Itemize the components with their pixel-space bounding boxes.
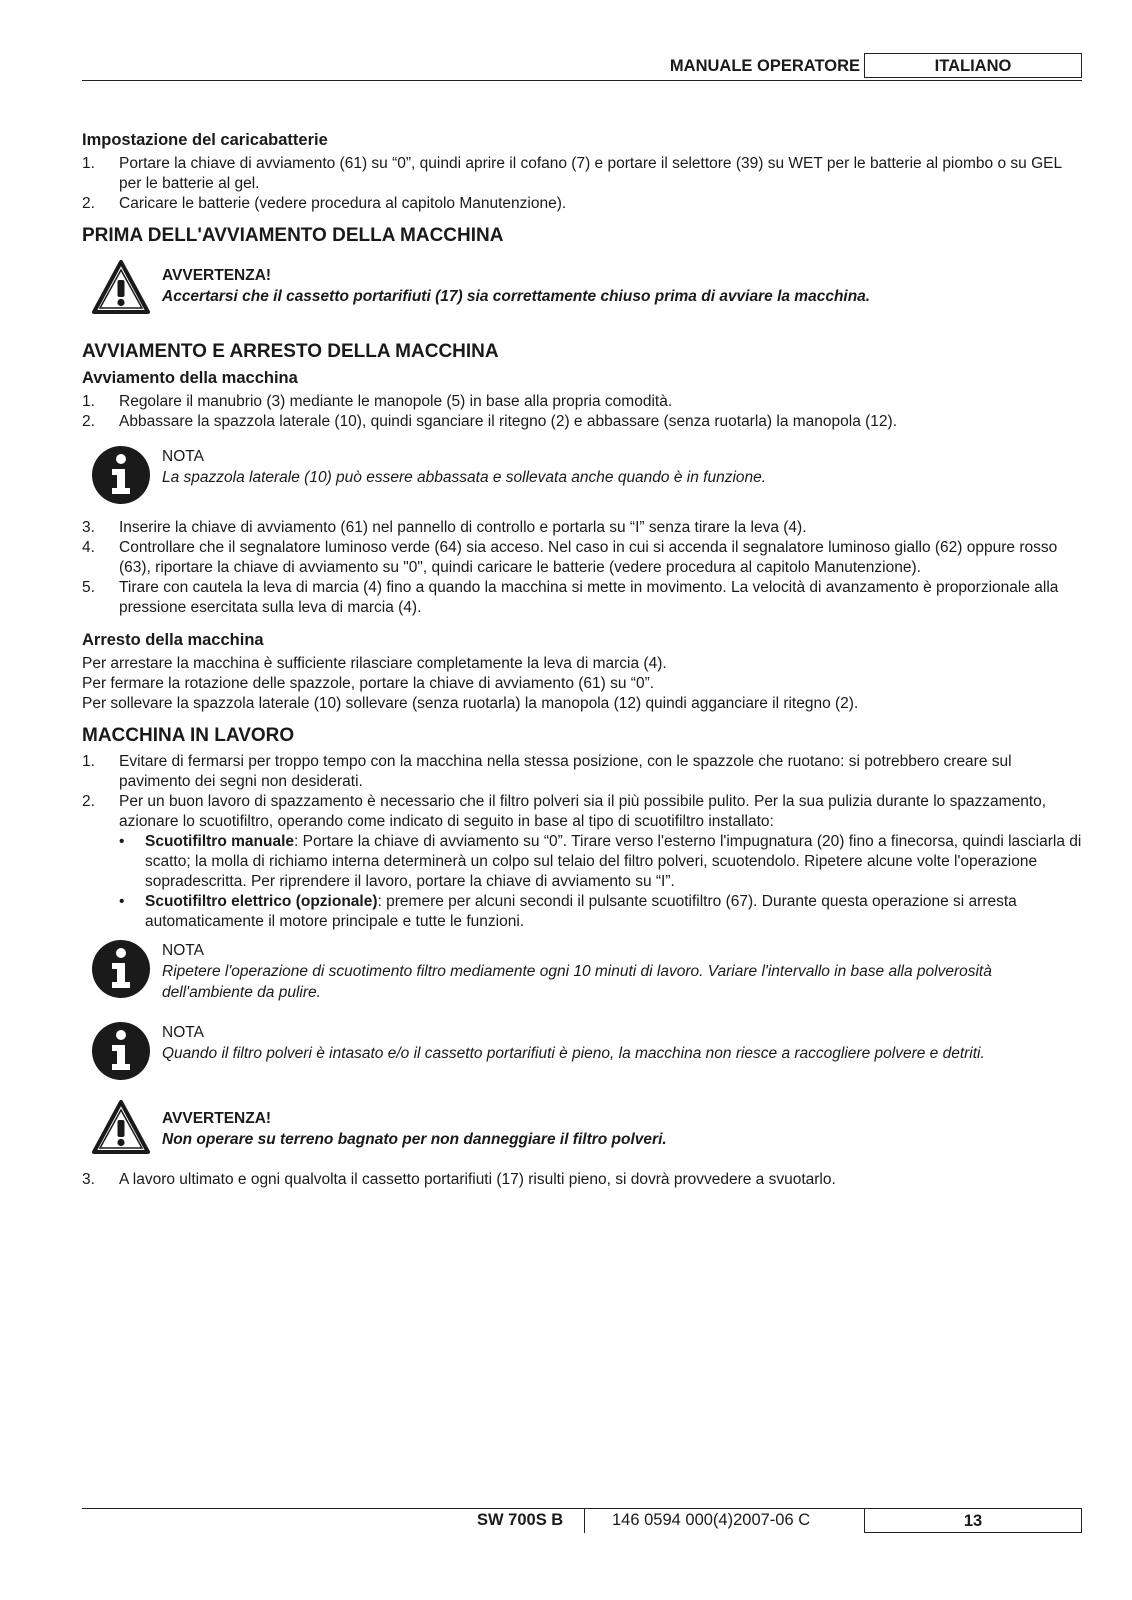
- list-item: [82, 578, 1082, 618]
- note-text-block: [162, 446, 1082, 488]
- work-heading: MACCHINA IN LAVORO: [82, 725, 295, 746]
- list-number: 4.: [82, 539, 95, 556]
- warning-text: Accertarsi che il cassetto portarifiuti (17) sia correttamente chiuso prima di avviare la macchina.: [162, 288, 871, 305]
- stop-paragraphs: [82, 654, 1082, 714]
- list-item: [82, 752, 1082, 792]
- stop-line: Per fermare la rotazione delle spazzole, portare la chiave di avviamento (61) su “0”.: [82, 675, 655, 692]
- info-icon: [90, 444, 152, 506]
- list-text: A lavoro ultimato e ogni qualvolta il cassetto portarifiuti (17) risulti pieno, si dovrà provvedere a svuotarlo.: [119, 1171, 836, 1188]
- note-title: NOTA: [162, 942, 204, 959]
- page-header: [82, 54, 1082, 81]
- note-text: Quando il filtro polveri è intasato e/o il cassetto portarifiuti è pieno, la macchina non riesce a raccogliere polvere e detriti.: [162, 1045, 985, 1062]
- list-item: [82, 392, 1082, 412]
- manual-page: [82, 0, 1082, 1600]
- note-text: La spazzola laterale (10) può essere abbassata e sollevata anche quando è in funzione.: [162, 469, 767, 486]
- note-notice: [82, 444, 1082, 504]
- list-text: Caricare le batterie (vedere procedura al capitolo Manutenzione).: [119, 195, 567, 212]
- footer-model: SW 700S B: [477, 1511, 564, 1529]
- list-item: [82, 154, 1082, 194]
- start-steps-b: [82, 518, 1082, 618]
- note-text: Ripetere l'operazione di scuotimento filtro mediamente ogni 10 minuti di lavoro. Variare l'intervallo in base alla polverosità dell'ambiente da pulire.: [162, 963, 992, 1001]
- warning-text-block: [162, 1108, 1082, 1150]
- list-number: 3.: [82, 519, 95, 536]
- note-notice: [82, 938, 1082, 1001]
- work-steps-end: [82, 1170, 1082, 1190]
- warning-text-block: [162, 265, 1082, 307]
- list-text: Controllare che il segnalatore luminoso verde (64) sia acceso. Nel caso in cui si accenda il segnalatore luminoso giallo (62) oppure rosso (63), riportare la chiave di avviamento su "0", quindi caricare le batterie (vedere procedura al capitolo Manutenzione).: [119, 539, 1058, 576]
- page-content: [82, 130, 1082, 1190]
- list-item: [82, 194, 1082, 214]
- list-text: Regolare il manubrio (3) mediante le manopole (5) in base alla propria comodità.: [119, 393, 673, 410]
- warning-notice: [82, 258, 1082, 318]
- info-icon: [90, 938, 152, 1000]
- sub-item-text: : Portare la chiave di avviamento su “0”. Tirare verso l'esterno l'impugnatura (20) fino a finecorsa, quindi lasciarla di scatto; la molla di richiamo interna determinerà un colpo sul telaio del filtro polveri, scuotendolo. Ripetere alcune volte l'operazione sopradescritta. Per riprendere il lavoro, portare la chiave di avviamento su “I”.: [145, 833, 1082, 890]
- sub-list-item: [82, 832, 1082, 892]
- charger-setup-heading: Impostazione del caricabatterie: [82, 131, 328, 149]
- page-footer: [82, 1508, 1082, 1535]
- list-text: Evitare di fermarsi per troppo tempo con la macchina nella stessa posizione, con le spazzole che ruotano: si potrebbero creare sul pavimento dei segni non desiderati.: [119, 753, 1012, 790]
- warning-triangle-icon: [90, 258, 152, 320]
- warning-triangle-icon: [90, 1098, 152, 1160]
- list-number: 1.: [82, 393, 95, 410]
- sub-item-bold: Scuotifiltro manuale: [145, 833, 294, 850]
- before-start-heading: PRIMA DELL'AVVIAMENTO DELLA MACCHINA: [82, 225, 504, 246]
- list-text: Inserire la chiave di avviamento (61) nel pannello di controllo e portarla su “I” senza tirare la leva (4).: [119, 519, 807, 536]
- info-icon: [90, 1020, 152, 1082]
- note-text-block: [162, 1022, 1082, 1064]
- sub-item-text: : premere per alcuni secondi il pulsante scuotifiltro (67). Durante questa operazione si arresta automaticamente il motore principale e tutte le funzioni.: [145, 893, 1017, 930]
- stop-line: Per sollevare la spazzola laterale (10) sollevare (senza ruotarla) la manopola (12) quindi agganciare il ritegno (2).: [82, 695, 859, 712]
- list-text: Portare la chiave di avviamento (61) su “0”, quindi aprire il cofano (7) e portare il selettore (39) su WET per le batterie al piombo o su GEL per le batterie al gel.: [119, 155, 1062, 192]
- bullet: •: [119, 833, 125, 850]
- list-number: 3.: [82, 1171, 95, 1188]
- sub-item-bold: Scuotifiltro elettrico (opzionale): [145, 893, 378, 910]
- warning-text: Non operare su terreno bagnato per non danneggiare il filtro polveri.: [162, 1131, 667, 1148]
- footer-divider: [584, 1509, 585, 1533]
- note-notice: [82, 1020, 1082, 1080]
- footer-doc-code: 146 0594 000(4)2007-06 C: [612, 1511, 811, 1529]
- list-item: [82, 792, 1082, 832]
- warning-title: AVVERTENZA!: [162, 267, 272, 284]
- list-text: Per un buon lavoro di spazzamento è necessario che il filtro polveri sia il più possibile pulito. Per la sua pulizia durante lo spazzamento, azionare lo scuotifiltro, operando come indicato di seguito in base al tipo di scuotifiltro installato:: [119, 793, 1047, 830]
- note-title: NOTA: [162, 448, 204, 465]
- header-language: ITALIANO: [864, 53, 1082, 78]
- start-stop-heading: AVVIAMENTO E ARRESTO DELLA MACCHINA: [82, 341, 499, 362]
- warning-notice: [82, 1098, 1082, 1158]
- bullet: •: [119, 893, 125, 910]
- warning-title: AVVERTENZA!: [162, 1110, 272, 1127]
- list-text: Abbassare la spazzola laterale (10), quindi sganciare il ritegno (2) e abbassare (senza ruotarla) la manopola (12).: [119, 413, 898, 430]
- start-subheading: Avviamento della macchina: [82, 369, 298, 387]
- list-number: 1.: [82, 753, 95, 770]
- work-steps: [82, 752, 1082, 932]
- list-item: [82, 1170, 1082, 1190]
- list-item: [82, 518, 1082, 538]
- list-number: 5.: [82, 579, 95, 596]
- stop-subheading: Arresto della macchina: [82, 631, 264, 649]
- start-steps-a: [82, 392, 1082, 432]
- list-number: 2.: [82, 413, 95, 430]
- list-item: [82, 412, 1082, 432]
- note-text-block: [162, 940, 1082, 1003]
- list-number: 1.: [82, 155, 95, 172]
- note-title: NOTA: [162, 1024, 204, 1041]
- list-number: 2.: [82, 195, 95, 212]
- list-item: [82, 538, 1082, 578]
- header-title: MANUALE OPERATORE: [669, 57, 860, 75]
- footer-page-number: 13: [864, 1508, 1082, 1533]
- sub-list-item: [82, 892, 1082, 932]
- list-number: 2.: [82, 793, 95, 810]
- stop-line: Per arrestare la macchina è sufficiente rilasciare completamente la leva di marcia (4).: [82, 655, 667, 672]
- list-text: Tirare con cautela la leva di marcia (4) fino a quando la macchina si mette in movimento. La velocità di avanzamento è proporzionale alla pressione esercitata sulla leva di marcia (4).: [119, 579, 1059, 616]
- charger-steps: [82, 154, 1082, 214]
